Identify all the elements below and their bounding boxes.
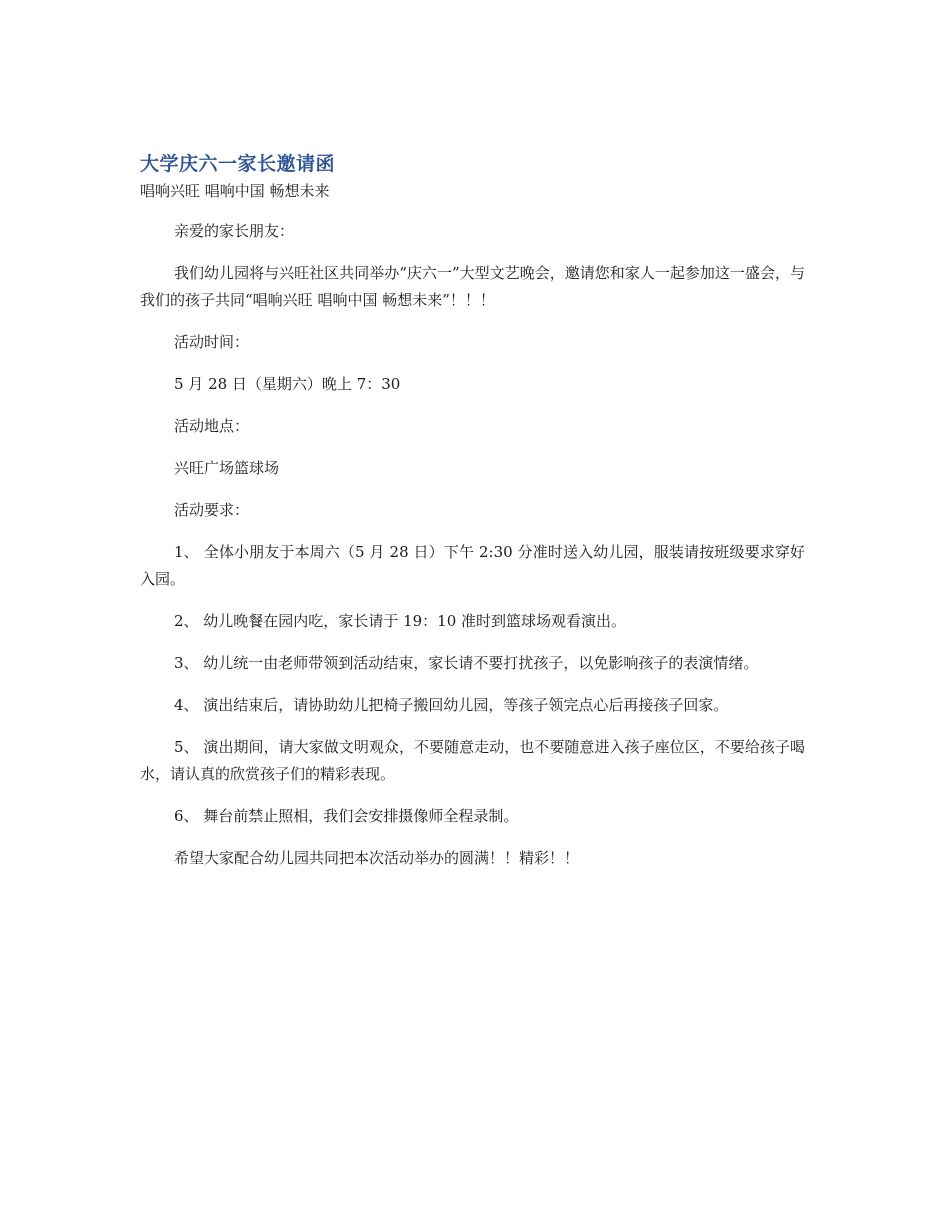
closing-paragraph: 希望大家配合幼儿园共同把本次活动举办的圆满！！精彩！！ — [174, 849, 580, 867]
requirement-item-2: 2、 幼儿晚餐在园内吃，家长请于 19：10 准时到篮球场观看演出。 — [174, 612, 627, 630]
invitation-paragraph: 我们幼儿园将与兴旺社区共同举办“庆六一”大型文艺晚会，邀请您和家人一起参加这一盛会，与我们的孩子共同“唱响兴旺 唱响中国 畅想未来”！！！ — [140, 264, 805, 309]
requirements-heading: 活动要求： — [174, 501, 250, 519]
location-value: 兴旺广场篮球场 — [174, 459, 280, 477]
location-heading: 活动地点： — [174, 417, 250, 435]
document-subtitle: 唱响兴旺 唱响中国 畅想未来 — [140, 182, 330, 200]
requirement-item-6: 6、 舞台前禁止照相，我们会安排摄像师全程录制。 — [174, 807, 519, 825]
time-value: 5 月 28 日（星期六）晚上 7：30 — [174, 375, 401, 393]
requirement-item-1: 1、 全体小朋友于本周六（5 月 28 日）下午 2:30 分准时送入幼儿园，服装请按班级要求穿好入园。 — [140, 543, 805, 588]
requirement-item-3: 3、 幼儿统一由老师带领到活动结束，家长请不要打扰孩子，以免影响孩子的表演情绪。 — [174, 654, 759, 672]
document-title: 大学庆六一家长邀请函 — [140, 153, 336, 175]
document-page — [140, 150, 805, 872]
greeting-paragraph: 亲爱的家长朋友： — [174, 222, 295, 240]
requirement-item-4: 4、 演出结束后，请协助幼儿把椅子搬回幼儿园，等孩子领完点心后再接孩子回家。 — [174, 696, 729, 714]
requirement-item-5: 5、 演出期间，请大家做文明观众，不要随意走动，也不要随意进入孩子座位区，不要给孩子喝水，请认真的欣赏孩子们的精彩表现。 — [140, 738, 805, 783]
time-heading: 活动时间： — [174, 333, 250, 351]
